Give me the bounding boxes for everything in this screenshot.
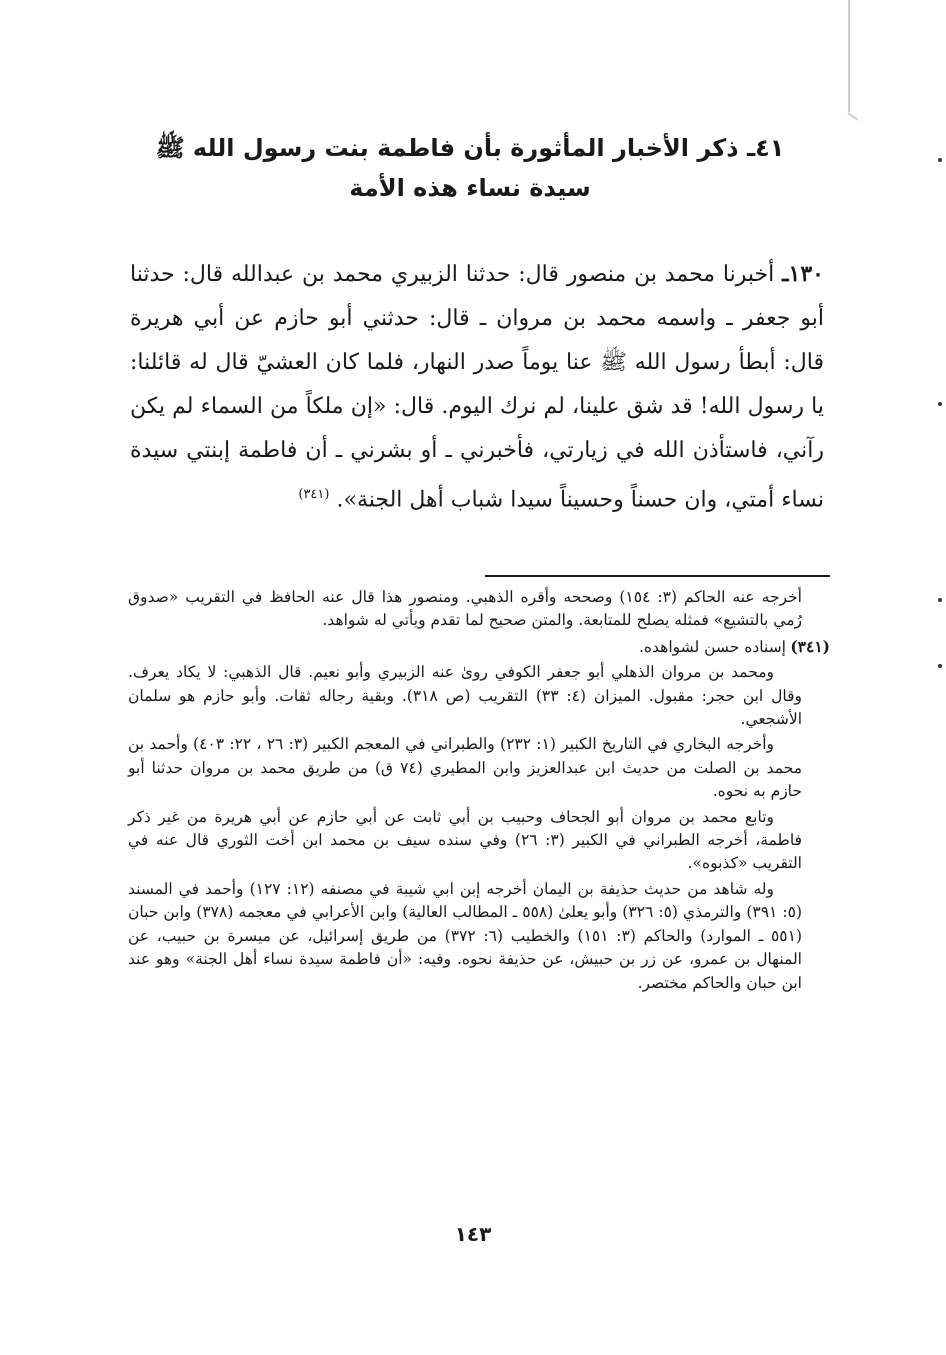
footnote-previous: أخرجه عنه الحاكم (٣: ١٥٤) وصححه وأقره الذهبي. ومنصور هذا قال عنه الحافظ في التقريب «صدوق رُمي بالتشيع» فمثله يصلح للمتابعة. والمتن صحيح لما تقدم ويأتي له شواهد. xyxy=(128,588,802,630)
hadith-body: أخبرنا محمد بن منصور قال: حدثنا الزبيري محمد بن عبدالله قال: حدثنا أبو جعفر ـ واسمه محمد بن مروان ـ قال: حدثني أبو حازم عن أبي هريرة قال: أبطأ رسول الله ﷺ عنا يوماً صدر النهار، فلما كان العشيّ قال له قائلنا: يا رسول الله! قد شق علينا، لم نرك اليوم. قال: «إن ملكاً من السماء لم يكن رآني، فاستأذن الله في زيارتي، فأخبرني ـ أو بشرني ـ أن فاطمة إبنتي سيدة نساء أمتي، وان حسناً وحسيناً سيدا شباب أهل الجنة». xyxy=(130,262,824,513)
footnote-separator xyxy=(485,575,830,577)
footnote-reference: (٣٤١) xyxy=(298,487,330,502)
page-edge-tick xyxy=(847,112,858,121)
footnote-341-first: إسناده حسن لشواهده. xyxy=(638,637,786,656)
margin-dot xyxy=(938,664,942,668)
page-number: ١٤٣ xyxy=(454,1222,492,1246)
hadith-text-block xyxy=(130,252,824,522)
footnote-number: (٣٤١) xyxy=(790,636,830,656)
footnote-paragraph-4: وله شاهد من حديث حذيفة بن اليمان أخرجه إبن ابي شيبة في مصنفه (١٢: ١٢٧) وأحمد في المسند (٥: ٣٩١) والترمذي (٥: ٣٢٦) وأبو يعلىٰ (٥٥٨ ـ المطالب العالية) وابن الأعرابي في معجمه (٣٧٨) وابن حبان (٥٥١ ـ الموارد) والحاكم (٣: ١٥١) والخطيب (٦: ٣٧٢) من طريق إسرائيل، عن ميسرة بن حبيب، عن المنهال بن عمرو، عن زر بن حبيش، عن حذيفة نحوه. وفيه: «أن فاطمة سيدة نساء أهل الجنة» وهو عند ابن حبان والحاكم مختصر. xyxy=(128,879,802,992)
chapter-title-line-2: سيدة نساء هذه الأمة xyxy=(349,174,591,202)
page-edge-line xyxy=(848,0,850,112)
footnotes-section xyxy=(128,586,830,997)
footnote-paragraph-1: ومحمد بن مروان الذهلي أبو جعفر الكوفي روىٰ عنه الزبيري وأبو نعيم. قال الذهبي: لا يكاد يعرف. وقال ابن حجر: مقبول. الميزان (٤: ٣٣) التقريب (ص ٣١٨). وبقية رجاله ثقات. وأبو حازم هو سلمان الأشجعي. xyxy=(128,663,802,729)
hadith-number: ١٣٠ـ xyxy=(782,261,824,287)
chapter-title xyxy=(120,128,820,208)
footnote-341 xyxy=(128,635,830,659)
footnote-paragraph-2: وأخرجه البخاري في التاريخ الكبير (١: ٢٣٢) والطبراني في المعجم الكبير (٣: ٢٦ ، ٢٢: ٤٠٣) وأحمد بن محمد بن الصلت من حديث ابن عبدالعزيز وابن المطيري (٧٤ ق) من طريق محمد بن مروان حدثنا أبو حازم به نحوه. xyxy=(128,735,802,801)
margin-dot xyxy=(938,598,942,602)
margin-dot xyxy=(938,402,942,406)
margin-dot xyxy=(938,158,942,162)
footnote-paragraph-3: وتابع محمد بن مروان أبو الجحاف وحبيب بن أبي ثابت عن أبي حازم عن أبي هريرة من غير ذكر فاطمة، أخرجه الطبراني في الكبير (٣: ٢٦) وفي سنده سيف بن محمد ابن أخت الثوري قال عنه في التقريب «كذبوه». xyxy=(128,807,802,873)
chapter-title-line-1: ٤١ـ ذكر الأخبار المأثورة بأن فاطمة بنت رسول الله ﷺ xyxy=(155,134,785,162)
